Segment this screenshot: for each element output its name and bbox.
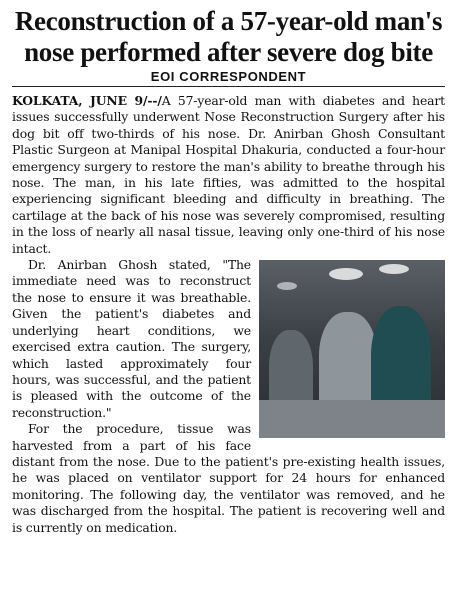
paragraph-3: For the procedure, tissue was harvested from a part of his face distant from the nose. Due to the patient's pre-existing health issues, he was placed on ventilator support for 24 hours for enhanced monitoring. The following day, the ventilator was removed, and he was discharged from the hospital. The patient is recovering well and is currently on medication. <box>12 421 445 535</box>
paragraph-2: Dr. Anirban Ghosh stated, "The immediate need was to reconstruct the nose to ensure it was breathable. Given the patient's diabetes and underlying heart conditions, we exercised extra caution. The surgery, which lasted approximately four hours, was successful, and the patient is pleased with the outcome of the reconstruction." <box>12 257 251 420</box>
byline: EOI CORRESPONDENT <box>150 69 307 84</box>
surgery-photo <box>259 260 445 438</box>
paragraph-1 <box>12 93 445 257</box>
article-body <box>12 93 445 536</box>
dateline: KOLKATA, JUNE 9/--/ <box>12 93 162 108</box>
headline <box>12 6 445 68</box>
paragraph-1-text: A 57-year-old man with diabetes and heart issues successfully underwent Nose Reconstruction Surgery after his dog bit off two-thirds of his nose. Dr. Anirban Ghosh Consultant Plastic Surgeon at Manipal Hospital Dhakuria, conducted a four-hour emergency surgery to restore the man's ability to breathe through his nose. The man, in his late fifties, was admitted to the hospital experiencing significant bleeding and difficulty in breathing. The cartilage at the back of his nose was severely compromised, resulting in the loss of nearly all nasal tissue, leaving only one-third of his nose intact. <box>12 93 445 256</box>
headline-line-2: nose performed after severe dog bite <box>24 37 433 67</box>
divider <box>12 86 445 87</box>
headline-line-1: Reconstruction of a 57-year-old man's <box>14 6 443 36</box>
